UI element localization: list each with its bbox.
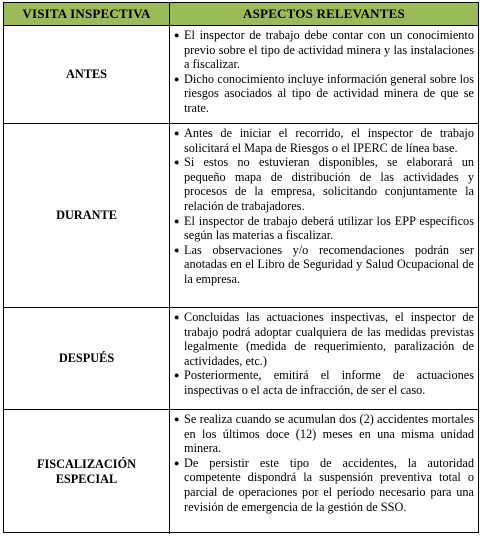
item-text: Dicho conocimiento incluye información general sobre los riesgos asociados al tipo de actividad minera de que se trate. — [184, 71, 474, 115]
header-visita-inspectiva: VISITA INSPECTIVA — [4, 3, 170, 25]
item-text: Concluidas las actuaciones inspectivas, el inspector de trabajo podrá adoptar cualquiera de las medidas previstas legalmente (medida de requerimiento, paralización de actividades, etc.) — [184, 310, 474, 368]
stage-label: FISCALIZACIÓN ESPECIAL — [4, 410, 170, 534]
inspection-table — [3, 2, 479, 533]
bullet-icon: ● — [174, 414, 180, 424]
list-item — [174, 28, 474, 72]
bullet-icon: ● — [174, 244, 180, 255]
item-text: Posteriormente, emitirá el informe de actuaciones inspectivas o el acta de infracción, de ser el caso. — [184, 368, 474, 397]
bullet-icon: ● — [174, 73, 180, 84]
list-item — [174, 126, 474, 155]
bullet-icon: ● — [174, 312, 180, 322]
header-aspectos-relevantes: ASPECTOS RELEVANTES — [243, 5, 405, 21]
list-item — [174, 155, 474, 213]
table-header — [4, 3, 478, 25]
bullet-icon: ● — [174, 30, 180, 40]
list-item — [174, 72, 474, 116]
stage-label: DESPUÉS — [4, 308, 170, 409]
table-row-fiscalizacion-especial — [4, 409, 478, 534]
bullet-icon: ● — [174, 370, 180, 381]
aspects-cell — [170, 124, 478, 307]
aspects-cell — [170, 410, 478, 534]
stage-label: DURANTE — [4, 124, 170, 307]
list-item — [174, 214, 474, 243]
item-text: Se realiza cuando se acumulan dos (2) accidentes mortales en los últimos doce (12) meses en una misma unidad minera. — [184, 412, 474, 456]
bullet-icon: ● — [174, 215, 180, 226]
list-item — [174, 456, 474, 514]
list-item — [174, 412, 474, 456]
bullet-icon: ● — [174, 157, 180, 168]
item-text: El inspector de trabajo debe contar con un conocimiento previo sobre el tipo de actividad minera y las instalaciones a fiscalizar. — [184, 28, 474, 72]
bullet-icon: ● — [174, 128, 180, 138]
list-item — [174, 310, 474, 368]
list-item — [174, 368, 474, 397]
item-text: El inspector de trabajo deberá utilizar los EPP específicos según las materias a fiscalizar. — [184, 213, 474, 243]
item-text: Si estos no estuvieran disponibles, se elaborará un pequeño mapa de distribución de las actividades y procesos de la empresa, solicitando conjuntamente la relación de trabajadores. — [184, 155, 474, 213]
table-row-despues — [4, 307, 478, 409]
aspects-cell — [170, 26, 478, 123]
stage-label: ANTES — [4, 26, 170, 123]
aspects-cell — [170, 308, 478, 409]
item-text: De persistir este tipo de accidentes, la autoridad competente dispondrá la suspensión preventiva total o parcial de operaciones por el período necesario para una revisión de emergencia de la gestión de SSO. — [184, 455, 474, 514]
item-text: Las observaciones y/o recomendaciones podrán ser anotadas en el Libro de Seguridad y Salud Ocupacional de la empresa. — [184, 242, 474, 286]
table-row-antes — [4, 25, 478, 123]
table-row-durante — [4, 123, 478, 307]
item-text: Antes de iniciar el recorrido, el inspector de trabajo solicitará el Mapa de Riesgos o el IPERC de línea base. — [184, 126, 474, 155]
bullet-icon: ● — [174, 457, 180, 468]
list-item — [174, 243, 474, 287]
